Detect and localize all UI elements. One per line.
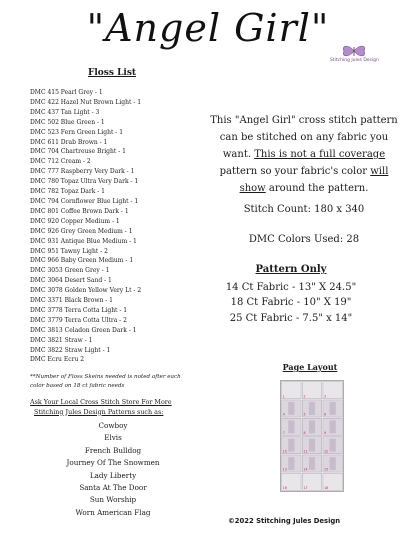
description-emphasis: will [370,166,389,177]
fabric-size: 14 Ct Fabric - 13" X 24.5" [225,282,357,293]
description-text: want. [222,149,255,160]
copyright: ©2022 Stitching Jules Design [228,517,341,525]
layout-figure-mark [309,457,315,470]
pattern-name: Cowboy [98,421,128,430]
layout-figure-mark [330,439,336,452]
layout-page-number: 13 [282,467,287,472]
layout-page-number: 2 [303,394,306,399]
ask-local-store [28,398,188,417]
description-line [206,180,402,197]
pattern-name: Elvis [104,433,122,443]
floss-item: DMC 3779 Terra Cotta Ultra - 2 [30,316,127,324]
ask-line: Ask Your Local Cross Stitch Store For More [30,398,172,406]
floss-note [30,373,190,391]
layout-page-number: 5 [303,412,306,417]
stitch-count: Stitch Count: 180 x 340 [243,204,365,215]
layout-page-number: 18 [324,486,329,490]
layout-page-number: 6 [324,412,327,417]
floss-item: DMC 611 Drab Brown - 1 [30,138,108,146]
floss-item: DMC 782 Topaz Dark - 1 [30,188,105,196]
page-title: "Angel Girl" [86,6,330,50]
layout-page-number: 11 [303,449,308,454]
floss-item: DMC 3822 Straw Light - 1 [30,346,111,354]
layout-figure-mark [309,439,315,452]
floss-item: DMC 3053 Green Grey - 1 [30,267,110,275]
layout-figure-mark [309,402,315,415]
floss-list [30,88,141,365]
layout-page-number: 9 [324,431,327,435]
floss-item: DMC 502 Blue Green - 1 [30,118,105,126]
description-line [206,163,402,180]
layout-page-number: 14 [303,467,308,472]
floss-item: DMC 3813 Celadon Green Dark - 1 [30,326,137,334]
layout-figure-mark [288,439,294,452]
floss-item: DMC 704 Chartreuse Bright - 1 [30,148,126,156]
pattern-only-title: Pattern Only [255,264,327,275]
description-line: can be stitched on any fabric you [219,132,389,143]
layout-figure-mark [288,457,294,470]
pattern-description [206,112,402,197]
layout-page-number: 3 [324,394,327,399]
floss-item: DMC 966 Baby Green Medium - 1 [30,257,134,265]
layout-figure-mark [309,420,315,433]
other-patterns-list [28,420,198,519]
floss-item: DMC 801 Coffee Brown Dark - 1 [30,207,129,215]
fabric-size-list [206,280,376,326]
floss-item: DMC 777 Raspberry Very Dark - 1 [30,168,135,176]
layout-page-number: 1 [282,394,285,399]
floss-item: DMC 780 Topaz Ultra Very Dark - 1 [30,178,139,186]
pattern-name: Santa At The Door [79,483,147,493]
fabric-size: 25 Ct Fabric - 7.5" x 14" [229,312,353,324]
layout-page-number: 17 [303,486,308,490]
ask-line: Stitching Jules Design Patterns such as: [34,407,164,416]
description-line: This "Angel Girl" cross stitch pattern [210,115,398,126]
layout-page-number: 16 [282,486,287,490]
description-text: around the pattern. [265,183,369,194]
description-emphasis: show [239,183,266,194]
description-text: pattern so your fabric's color [219,166,371,177]
layout-figure-mark [330,420,336,433]
layout-page-number: 7 [282,431,285,435]
floss-note-line: color based on 18 ct fabric needs [30,383,125,389]
page-layout-grid [280,380,344,492]
floss-item: DMC 3778 Terra Cotta Light - 1 [30,306,128,314]
floss-item: DMC 794 Cornflower Blue Light - 1 [30,197,139,205]
floss-item: DMC 920 Copper Medium - 1 [30,217,120,225]
floss-item: DMC 3064 Desert Sand - 1 [30,277,112,285]
floss-item: DMC 3078 Golden Yellow Very Lt - 2 [30,287,142,295]
pattern-name: Journey Of The Snowmen [66,458,160,468]
pattern-name: Worn American Flag [75,507,151,517]
floss-item: DMC 415 Pearl Grey - 1 [30,89,103,96]
description-emphasis: This is not a full coverage [254,149,386,160]
floss-item: DMC 3821 Straw - 1 [30,336,93,344]
description-line [206,146,402,163]
dmc-colors-used: DMC Colors Used: 28 [248,234,360,245]
layout-figure-mark [330,402,336,415]
pattern-name: Sun Worship [89,495,137,505]
layout-figure-mark [330,457,336,470]
floss-item: DMC 712 Cream - 2 [30,158,91,166]
floss-note-line: **Number of Floss Skeins needed is noted after each [30,374,181,380]
floss-item: DMC 422 Hazel Nut Brown Light - 1 [30,98,142,106]
brand-logo [330,44,378,68]
page-layout-title: Page Layout [282,362,338,372]
layout-figure-mark [288,420,294,433]
butterfly-logo-icon [339,44,369,58]
logo-text: Stitching Jules Design [330,58,379,63]
floss-list-title: Floss List [88,68,137,78]
fabric-size: 18 Ct Fabric - 10" X 19" [230,297,352,309]
layout-page-number: 12 [324,449,329,454]
pattern-name: French Bulldog [84,445,142,455]
layout-figure-mark [288,402,294,415]
layout-page-number: 8 [303,431,306,435]
floss-item: DMC 931 Antique Blue Medium - 1 [30,237,137,245]
floss-item: DMC 437 Tan Light - 3 [30,108,100,116]
layout-page-number: 10 [282,449,287,454]
layout-page-number: 4 [282,412,285,417]
floss-item: DMC 951 Tawny Light - 2 [30,247,108,255]
floss-item: DMC 3371 Black Brown - 1 [30,297,113,305]
layout-page-number: 15 [324,467,329,472]
floss-item: DMC Ecru Ecru 2 [30,356,85,364]
pattern-name: Lady Liberty [89,470,137,480]
floss-item: DMC 523 Fern Green Light - 1 [30,128,124,136]
floss-item: DMC 926 Grey Green Medium - 1 [30,227,133,235]
